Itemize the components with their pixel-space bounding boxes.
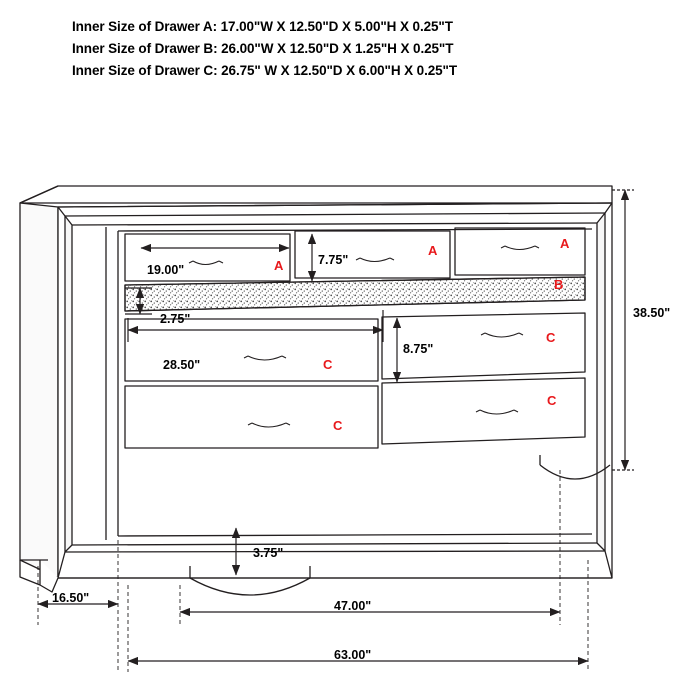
drawer-tag-a-left: A xyxy=(274,258,284,273)
drawer-tag-a-center: A xyxy=(428,243,438,258)
dimension-width-mid-drawer: 28.50" xyxy=(163,358,201,372)
spec-line-drawer-a: Inner Size of Drawer A: 17.00"W X 12.50"D X 5.00"H X 0.25"T xyxy=(72,19,453,34)
dimension-front-width: 47.00" xyxy=(334,599,372,613)
dimension-height-glitter-drawer: 2.75" xyxy=(160,312,191,326)
drawer-tag-c-center: C xyxy=(323,357,333,372)
dimension-width-top-left-drawer: 19.00" xyxy=(147,263,185,277)
dimension-depth: 16.50" xyxy=(52,591,90,605)
spec-line-drawer-b: Inner Size of Drawer B: 26.00"W X 12.50"D X 1.25"H X 0.25"T xyxy=(72,40,454,56)
drawer-tag-a-right: A xyxy=(560,236,570,251)
dimension-total-height: 38.50" xyxy=(633,306,671,320)
spec-line-drawer-c: Inner Size of Drawer C: 26.75" W X 12.50"D X 6.00"H X 0.25"T xyxy=(72,62,458,78)
dimension-base-height: 3.75" xyxy=(253,546,284,560)
dimension-height-lower-drawer: 8.75" xyxy=(403,342,434,356)
drawer-tag-b-right: B xyxy=(554,277,564,292)
dimension-height-top-drawer: 7.75" xyxy=(318,253,349,267)
drawer-tag-c-bottom-left: C xyxy=(333,418,343,433)
dimension-overall-width: 63.00" xyxy=(334,648,372,662)
drawer-tag-c-right-lower: C xyxy=(547,393,557,408)
drawer-tag-c-right-upper: C xyxy=(546,330,556,345)
